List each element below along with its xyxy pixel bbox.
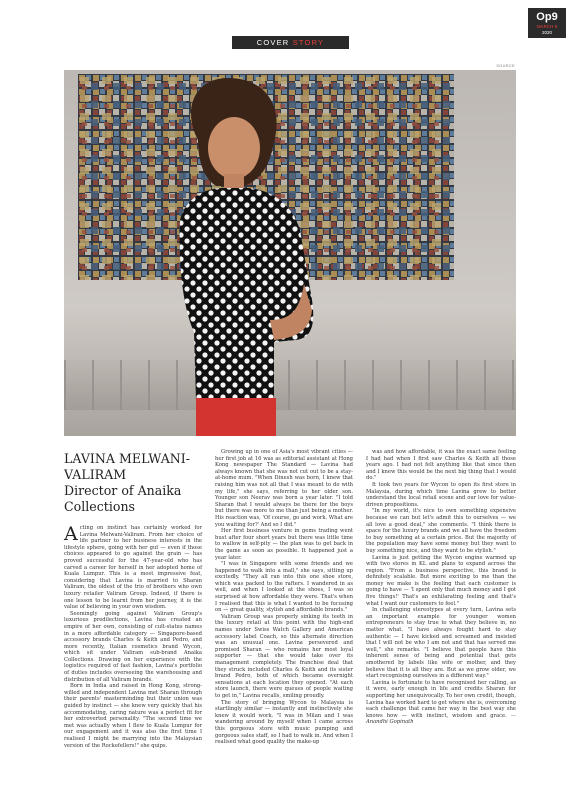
author-byline: — Anandhi Gopinath <box>366 712 516 726</box>
article-column-1 <box>64 449 202 749</box>
section-word-cover: COVER <box>256 38 290 47</box>
paragraph: Growing up in one of Asia's most vibrant cities — her first job at 16 was as editorial assistant at Hong Kong newspaper The Standard — Lavina had always known that she was not cut out to be a stay-at-home mum. "When Dinesh was born, I knew that raising him was not all that I was meant to do with my life," she says, referring to her older son. Younger son Neerav was born a year later. "I told Sharan that I would always be there for the boys but there was more to me than just being a mother. His reaction was, 'Of course, go and work. What are you waiting for?' And so I did." <box>215 449 353 528</box>
issue-year: 2020 <box>541 30 552 35</box>
paragraph: Lavina is just getting the Wycon engine warmed up with two stores in KL and plans to expand across the region. "From a business perspective, this brand is definitely scalable. But more exciting to me than the money we make is the feeling that each customer is going to have — 'I spent only that much money and I got five things!' That's an exhilarating feeling and that's what I want our customers to feel." <box>366 554 516 607</box>
paragraph <box>64 525 202 611</box>
page-number-badge <box>528 8 566 38</box>
article-column-3 <box>366 449 516 726</box>
paragraph: Born in India and raised in Hong Kong, strong-willed and independent Lavina met Sharan through their parents' masterminding but their union was guided by instinct — she knew very quickly that his accommodating, caring nature was a perfect fit for her extroverted personality. "The second time we met was actually when I flew to Kuala Lumpur for our engagement and it was also the first time I realised I might be marrying into the Malaysian version of the Rockefellers!" she quips. <box>64 683 202 749</box>
page-number: Op9 <box>536 11 558 23</box>
paragraph <box>366 680 516 726</box>
paragraph-text: cting on instinct has certainly worked for Lavina Melwani-Valiram. From her choice of life partner to her business interests in the lifestyle sphere, going with her gut — even if those choices appeared to go against the grain — has proved successful for the 47-year-old who has carved a career for herself in her adopted home of Kuala Lumpur. This is a most impressive feat, considering that Lavina is married to Sharan Valiram, the oldest of the trio of brothers who own luxury retailer Valiram Group. Indeed, if there is one lesson to be learnt from her journey, it is the value of believing in your own wisdom. <box>64 525 202 611</box>
paragraph: It took two years for Wycon to open its first store in Malaysia, during which time Lavina grew to better understand the local retail scene and our love for value-driven propositions. <box>366 481 516 508</box>
headline-line-4: Collections <box>64 499 136 514</box>
article-column-2 <box>215 449 353 746</box>
article-body <box>64 449 516 799</box>
paragraph: In challenging stereotypes at every turn, Lavina sets an important example for younger women entrepreneurs to stay true to what they believe in, no matter what. "I have always fought hard to stay authentic — I have kicked and screamed and insisted that I will not be who I am not and that has served me well," she remarks. "I believe that people have this inherent sense of being and potential that gets smothered by labels like wife or mother, and they believe that it is all they are. But as we grow older, we start recognising ourselves in a different way." <box>366 607 516 680</box>
cover-photo <box>64 70 516 436</box>
headline-line-2: VALIRAM <box>64 467 127 482</box>
issue-month: MARCH 9 <box>536 24 558 29</box>
issue-date <box>528 24 566 36</box>
paragraph-text: Lavina is fortunate to have recognised her calling, as it were, early enough in life and credits Sharan for supporting her unequivocally. To her own credit, though, Lavina has worked hard to get where she is, overcoming each challenge that came her way in the best way she knows how — with instinct, wisdom and grace. <box>366 679 516 719</box>
paragraph: "I was in Singapore with some friends and we happened to walk into a mall," she says, sitting up excitedly. "They all ran into this one shoe store, which was packed to the rafters. I wandered in as well, and when I looked at the shoes, I was so surprised at how affordable they were. That's when I realised that this is what I wanted to be focusing on — great quality, stylish and affordable brands." <box>215 561 353 614</box>
drop-cap: A <box>64 523 78 545</box>
portrait-figure <box>124 70 334 436</box>
headline-line-3: Director of Anaika <box>64 483 182 498</box>
paragraph: was and how affordable, it was the exact same feeling I had had when I first saw Charles & Keith all those years ago. I had not felt anything like that since then and I knew this would be the next big thing that I would do." <box>366 449 516 482</box>
headline-line-1: LAVINA MELWANI- <box>64 451 191 466</box>
photo-credit: SOURCE <box>496 64 515 68</box>
paragraph: The story of bringing Wycon to Malaysia is startlingly similar — instantly and instinctively she knew it would work. "I was in Milan and I was wandering around by myself when I came across this gorgeous store with music pumping and gorgeous sales staff, so I had to walk in. And when I realised what good quality the make-up <box>215 699 353 746</box>
paragraph: "In my world, it's nice to own something expensive because we can but let's admit this to ourselves — we all love a good deal," she comments. "I think there is space for the luxury brands and we all have the freedom to buy something at a certain price. But the majority of the population may have some money but they want to buy something nice, and they want to be stylish." <box>366 508 516 554</box>
section-word-story: STORY <box>292 38 325 47</box>
section-label <box>232 36 349 49</box>
paragraph: Valiram Group was properly sinking its teeth in the luxury retail at this point with the high-end names under Swiss Watch Gallery and American accessory label Coach, so this alternate direction was an unusual one. Lavina persevered and promised Sharan — who remains her most loyal supporter — that she would take over its management completely. The franchise deal that they struck included Charles & Keith and its sister brand Pedro, both of which became overnight sensations at each location they opened. "At each store launch, there were queues of people waiting to get in," Lavina recalls, smiling proudly. <box>215 613 353 699</box>
paragraph: Seemingly going against Valiram Group's luxurious predilections, Lavina has created an empire of her own, consisting of cult-status names in a more affordable category — Singapore-based accessory brands Charles & Keith and Pedro, and more recently, Italian cosmetics brand Wycon, which sit under Valiram sub-brand Anaika Collections. Drawing on her experience with the logistics required of fast fashion, Lavina's portfolio of duties includes overseeing the warehousing and distribution of all Valiram brands. <box>64 610 202 683</box>
article-headline <box>64 451 202 515</box>
paragraph: Her first business venture in gems trading went bust after four short years but there was little time to wallow in self-pity — the plan was to get back in the game as soon as possible. It happened just a year later. <box>215 528 353 561</box>
